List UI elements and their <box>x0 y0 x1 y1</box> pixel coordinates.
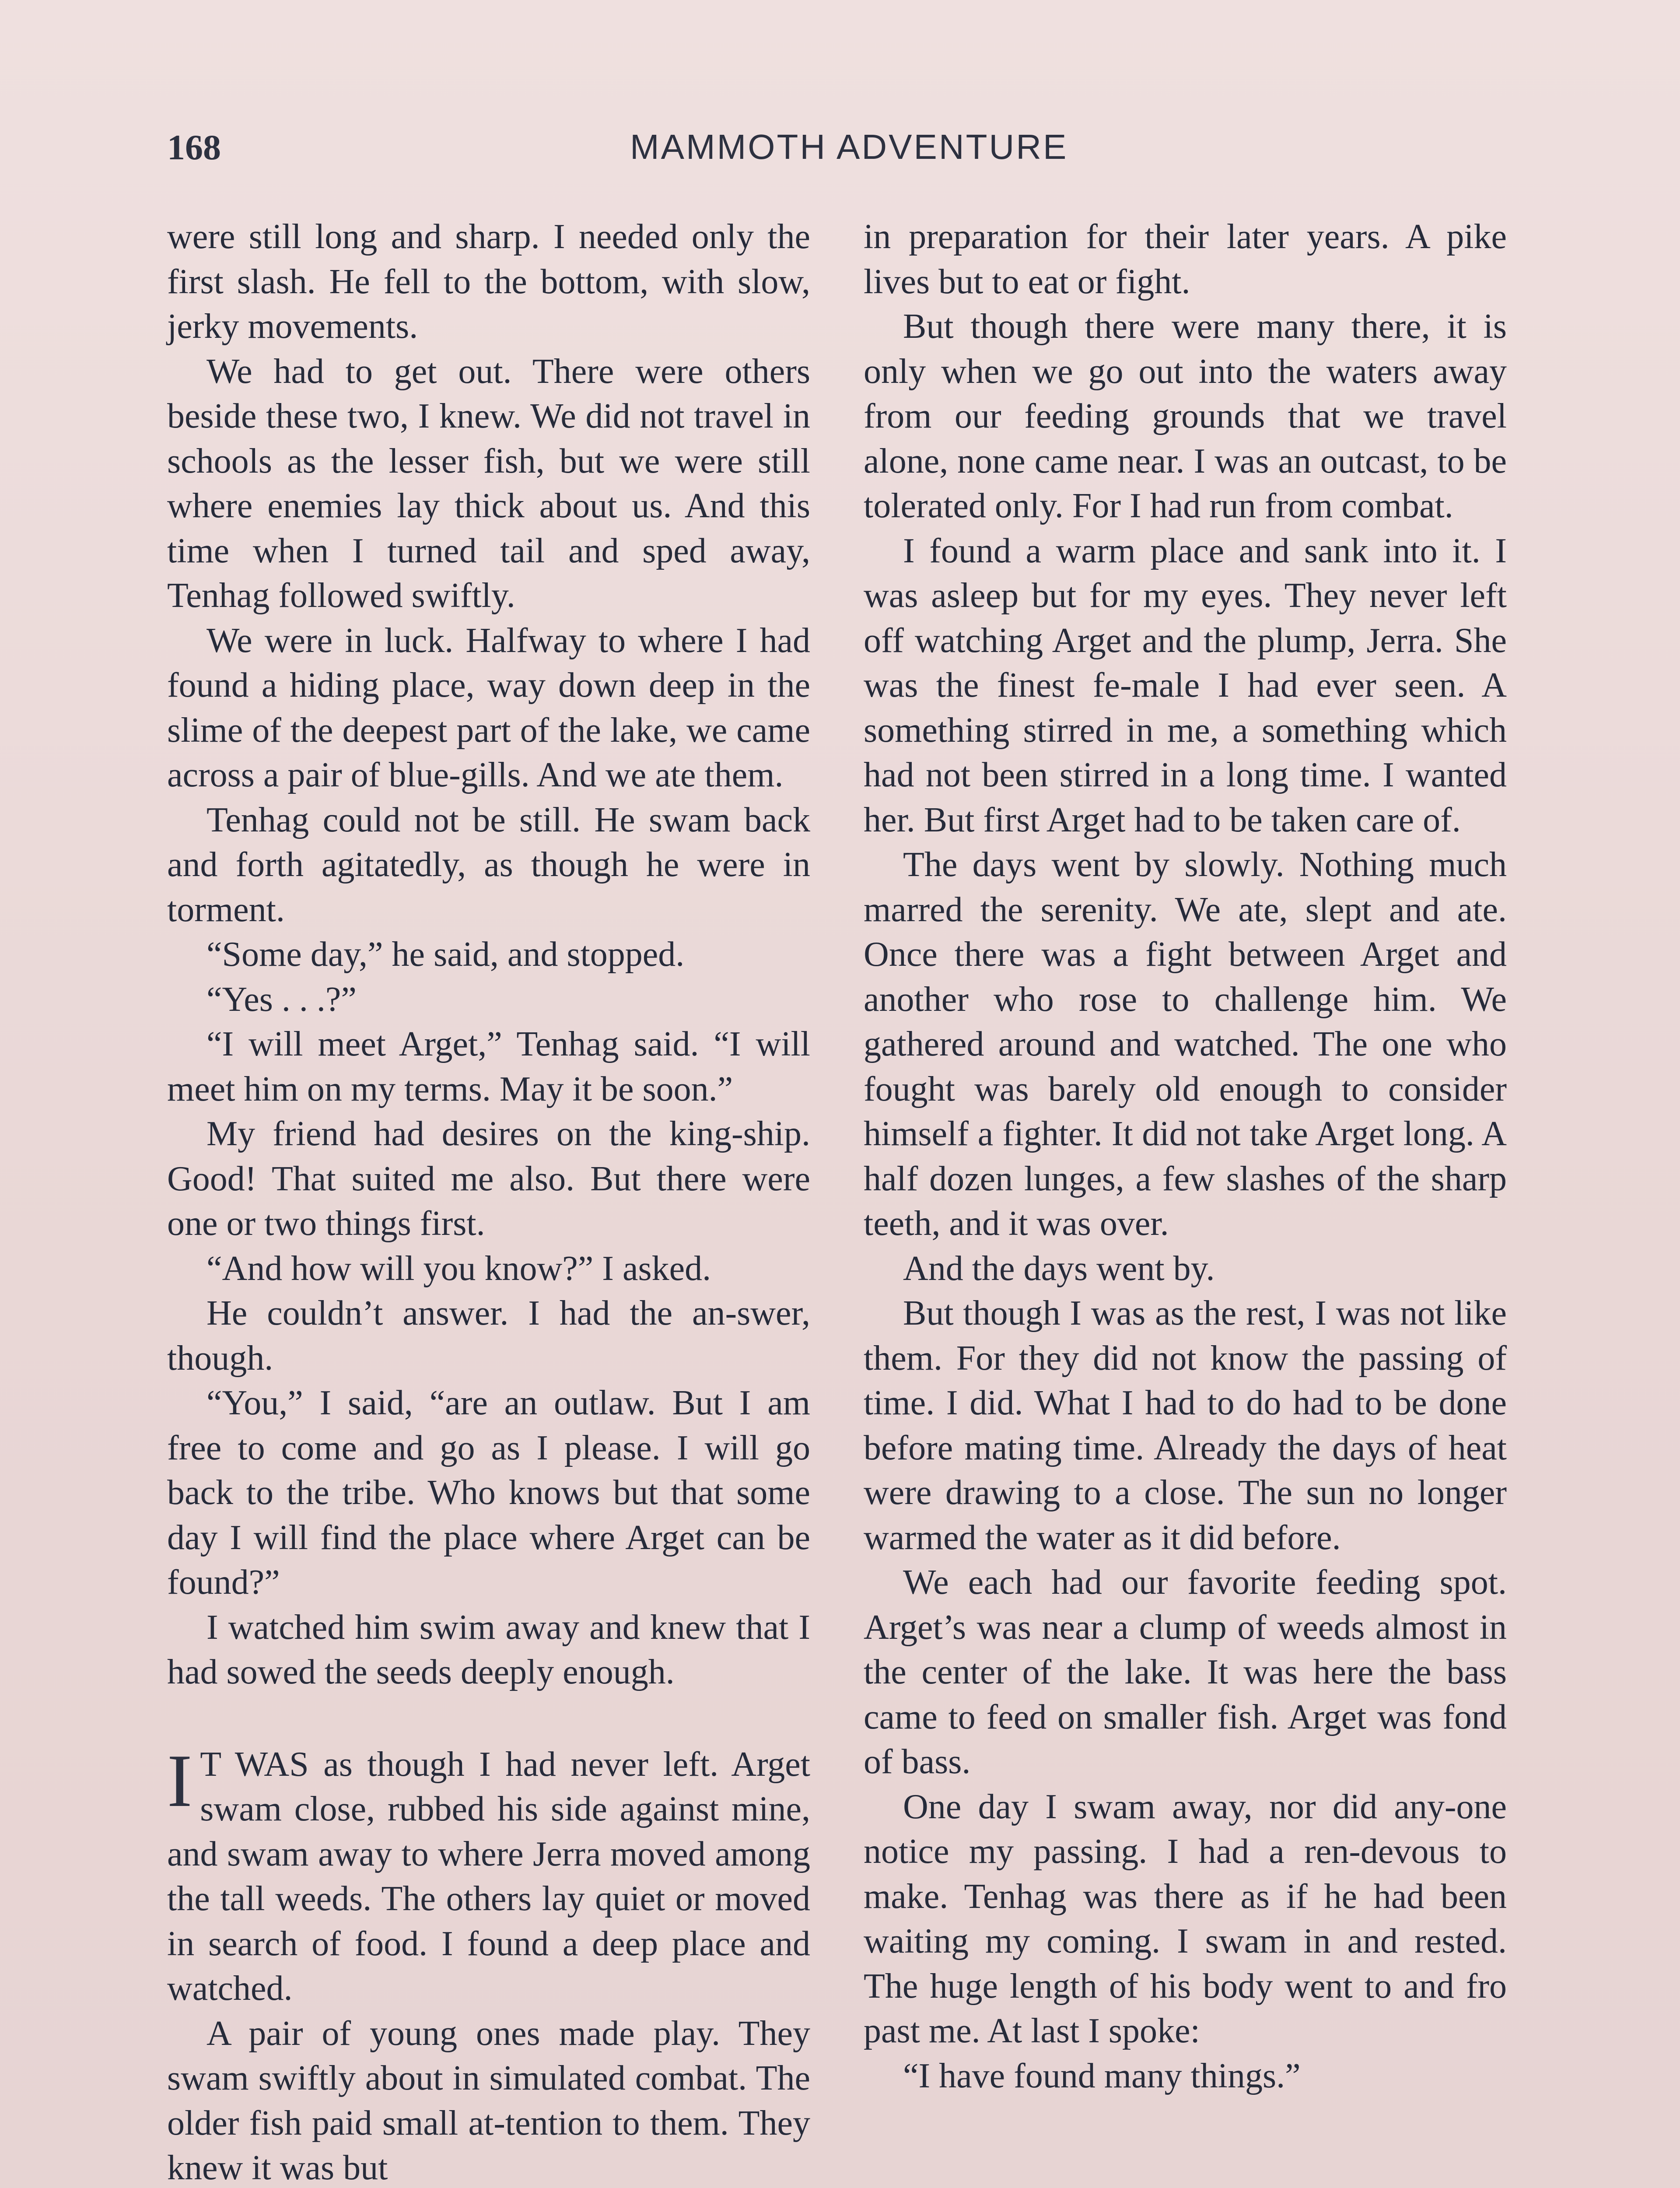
paragraph <box>864 1560 1507 1785</box>
paragraph <box>167 932 810 977</box>
paragraph <box>864 529 1507 843</box>
left-column <box>167 214 810 2188</box>
page-header <box>0 127 1680 175</box>
paragraph <box>864 1291 1507 1560</box>
paragraph-text: A pair of young ones made play. They swam swiftly about in simulated combat. The older fish paid small at-tention to them. They knew it was but <box>167 2014 810 2187</box>
paragraph-text: were still long and sharp. I needed only the first slash. He fell to the bottom, with slow, jerky movements. <box>167 217 810 346</box>
paragraph <box>167 2011 810 2188</box>
page-number: 168 <box>167 127 221 167</box>
paragraph <box>167 1246 810 1291</box>
paragraph-text: We had to get out. There were others beside these two, I knew. We did not travel in schools as the lesser fish, but we were still where enemies lay thick about us. And this time when I turned tail and sped away, Tenhag followed swiftly. <box>167 352 810 615</box>
paragraph-text: He couldn’t answer. I had the an-swer, though. <box>167 1294 810 1378</box>
paragraph-text: But though there were many there, it is only when we go out into the waters away from our feeding grounds that we travel alone, none came near. I was an outcast, to be tolerated only. For I had run from combat. <box>864 307 1507 525</box>
paragraph-text: “You,” I said, “are an outlaw. But I am free to come and go as I please. I will go back to the tribe. Who knows but that some day I will find the place where Arget can be found?” <box>167 1384 810 1602</box>
paragraph-text: We each had our favorite feeding spot. Arget’s was near a clump of weeds almost in the center of the lake. It was here the bass came to feed on smaller fish. Arget was fond of bass. <box>864 1563 1507 1781</box>
paragraph <box>167 798 810 933</box>
paragraph <box>167 1605 810 1695</box>
paragraph-text: And the days went by. <box>903 1249 1215 1288</box>
paragraph <box>864 304 1507 529</box>
paragraph <box>864 1785 1507 2054</box>
right-column <box>864 214 1507 2098</box>
paragraph <box>167 1112 810 1246</box>
paragraph-text: “Some day,” he said, and stopped. <box>206 935 685 974</box>
section-break <box>167 1695 810 1742</box>
paragraph-text: The days went by slowly. Nothing much marred the serenity. We ate, slept and ate. Once there was a fight between Arget and another who rose to challenge him. We gathered around and watched. The one who fought was barely old enough to consider himself a fighter. It did not take Arget long. A half dozen lunges, a few slashes of the sharp teeth, and it was over. <box>864 845 1507 1243</box>
paragraph <box>864 842 1507 1246</box>
paragraph <box>864 214 1507 304</box>
paragraph-text: in preparation for their later years. A pike lives but to eat or fight. <box>864 217 1507 301</box>
running-title: MAMMOTH ADVENTURE <box>630 127 1068 166</box>
paragraph-text: Tenhag could not be still. He swam back and forth agitatedly, as though he were in torment. <box>167 800 810 929</box>
paragraph <box>167 349 810 618</box>
paragraph-text: We were in luck. Halfway to where I had found a hiding place, way down deep in the slime of the deepest part of the lake, we came across a pair of blue-gills. And we ate them. <box>167 621 810 794</box>
paragraph <box>167 1291 810 1381</box>
paragraph-text: One day I swam away, nor did any-one notice my passing. I had a ren-devous to make. Tenhag was there as if he had been waiting my coming. I swam in and rested. The huge length of his body went to and fro past me. At last I spoke: <box>864 1787 1507 2050</box>
paragraph-text: “And how will you know?” I asked. <box>206 1249 711 1288</box>
drop-cap: I <box>167 1739 192 1823</box>
paragraph-text: I found a warm place and sank into it. I was asleep but for my eyes. They never left off watching Arget and the plump, Jerra. She was the finest fe-male I had ever seen. A something stirred in me, a something which had not been stirred in a long time. I wanted her. But first Arget had to be taken care of. <box>864 531 1507 839</box>
paragraph <box>167 1381 810 1605</box>
paragraph <box>167 618 810 798</box>
paragraph <box>167 1022 810 1112</box>
paragraph-text: “I will meet Arget,” Tenhag said. “I will meet him on my terms. May it be soon.” <box>167 1025 810 1108</box>
paragraph <box>864 2054 1507 2099</box>
paragraph-text: “I have found many things.” <box>903 2056 1301 2095</box>
paragraph-text: T WAS as though I had never left. Arget swam close, rubbed his side against mine, and swam away to where Jerra moved among the tall weeds. The others lay quiet or moved in search of food. I found a deep place and watched. <box>167 1745 810 2008</box>
paragraph <box>167 977 810 1022</box>
paragraph-text: But though I was as the rest, I was not like them. For they did not know the passing of time. I did. What I had to do had to be done before mating time. Already the days of heat were drawing to a close. The sun no longer warmed the water as it did before. <box>864 1294 1507 1557</box>
section-opening-paragraph <box>167 1739 810 2011</box>
paragraph-text: I watched him swim away and knew that I had sowed the seeds deeply enough. <box>167 1608 810 1691</box>
paragraph <box>167 214 810 349</box>
paragraph <box>864 1246 1507 1291</box>
paragraph-text: “Yes . . .?” <box>206 980 357 1019</box>
paragraph-text: My friend had desires on the king-ship. Good! That suited me also. But there were one or two things first. <box>167 1115 810 1243</box>
